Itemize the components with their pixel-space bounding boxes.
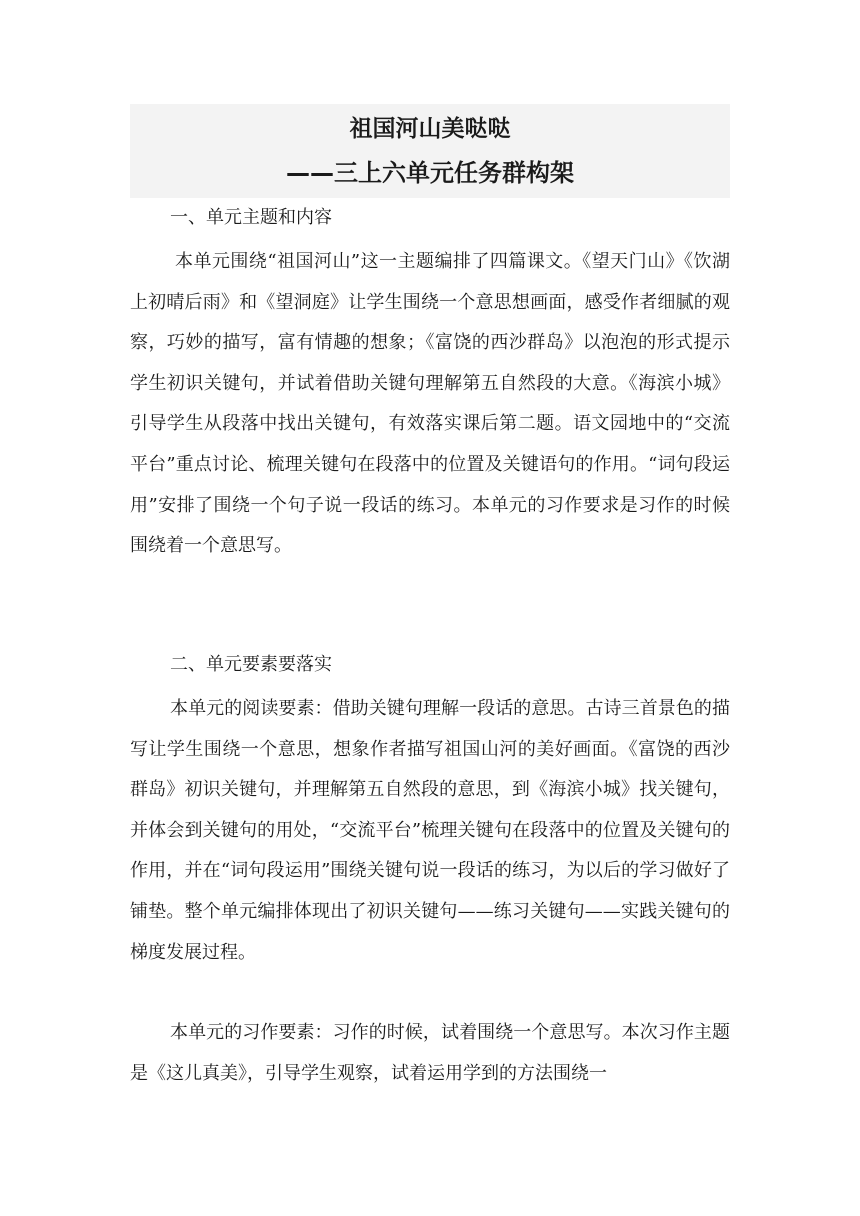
- document-page: [130, 100, 730, 1180]
- section-2-paragraph-1: 本单元的阅读要素：借助关键句理解一段话的意思。古诗三首景色的描写让学生围绕一个意思，想象作者描写祖国山河的美好画面。《富饶的西沙群岛》初识关键句，并理解第五自然段的意思，到《海滨小城》找关键句，并体会到关键句的用处，“交流平台”梳理关键句在段落中的位置及关键句的作用，并在“词句段运用”围绕关键句说一段话的练习，为以后的学习做好了铺垫。整个单元编排体现出了初识关键句——练习关键句——实践关键句的梯度发展过程。: [130, 698, 730, 963]
- document-title: 祖国河山美哒哒: [349, 116, 511, 142]
- section-2-paragraph-2: 本单元的习作要素：习作的时候，试着围绕一个意思写。本次习作主题是《这儿真美》，引导学生观察，试着运用学到的方法围绕一: [130, 1022, 730, 1084]
- document-subtitle: ——三上六单元任务群构架: [286, 159, 574, 187]
- section-1-paragraph: 本单元围绕“祖国河山”这一主题编排了四篇课文。《望天门山》《饮湖上初晴后雨》和《望洞庭》让学生围绕一个意思想画面，感受作者细腻的观察，巧妙的描写，富有情趣的想象；《富饶的西沙群岛》以泡泡的形式提示学生初识关键句，并试着借助关键句理解第五自然段的大意。《海滨小城》引导学生从段落中找出关键句，有效落实课后第二题。语文园地中的“交流平台”重点讨论、梳理关键句在段落中的位置及关键语句的作用。“词句段运用”安排了围绕一个句子说一段话的练习。本单元的习作要求是习作的时候围绕着一个意思写。: [130, 251, 730, 557]
- section-heading-2: 二、单元要素要落实: [170, 654, 332, 675]
- section-heading-1: 一、单元主题和内容: [170, 207, 332, 228]
